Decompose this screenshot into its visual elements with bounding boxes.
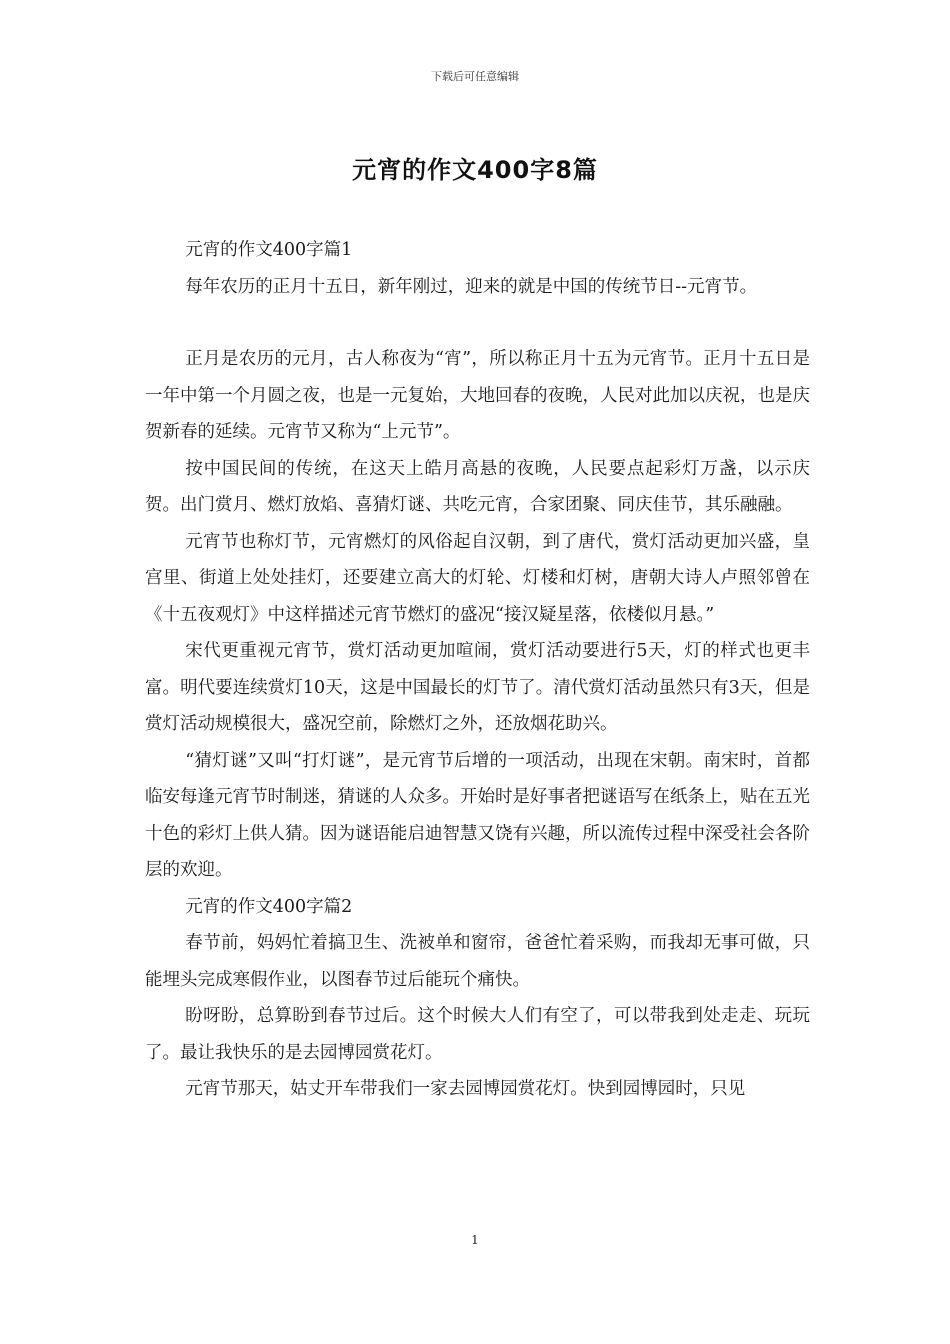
paragraph: “猜灯谜”又叫“打灯谜”，是元宵节后增的一项活动，出现在宋朝。南宋时，首都临安每逢元宵节时制迷，猜谜的人众多。开始时是好事者把谜语写在纸条上，贴在五光十色的彩灯上供人猜。因为谜语能启迪智慧又饶有兴趣，所以流传过程中深受社会各阶层的欢迎。 xyxy=(145,750,810,880)
paragraph: 元宵节那天，姑丈开车带我们一家去园博园赏花灯。快到园博园时，只见 xyxy=(185,1079,746,1099)
paragraph: 春节前，妈妈忙着搞卫生、洗被单和窗帘，爸爸忙着采购，而我却无事可做，只能埋头完成寒假作业，以图春节过后能玩个痛快。 xyxy=(145,933,810,990)
page-number: 1 xyxy=(471,1233,479,1247)
paragraph: 正月是农历的元月，古人称夜为“宵”，所以称正月十五为元宵节。正月十五日是一年中第一个月圆之夜，也是一元复始，大地回春的夜晚，人民对此加以庆祝，也是庆贺新春的延续。元宵节又称为“上元节”。 xyxy=(145,349,810,442)
section-heading-2: 元宵的作文400字篇2 xyxy=(185,896,353,917)
paragraph: 按中国民间的传统，在这天上皓月高悬的夜晚，人民要点起彩灯万盏，以示庆贺。出门赏月、燃灯放焰、喜猜灯谜、共吃元宵，合家团聚、同庆佳节，其乐融融。 xyxy=(145,458,810,515)
header-note: 下载后可任意编辑 xyxy=(431,70,519,83)
paragraph: 元宵节也称灯节，元宵燃灯的风俗起自汉朝，到了唐代，赏灯活动更加兴盛，皇宫里、街道上处处挂灯，还要建立高大的灯轮、灯楼和灯树，唐朝大诗人卢照邻曾在《十五夜观灯》中这样描述元宵节燃灯的盛况“接汉疑星落，依楼似月悬。” xyxy=(145,531,810,625)
paragraph: 宋代更重视元宵节，赏灯活动更加喧闹，赏灯活动要进行5天，灯的样式也更丰富。明代要连续赏灯10天，这是中国最长的灯节了。清代赏灯活动虽然只有3天，但是赏灯活动规模很大，盛况空前，除燃灯之外，还放烟花助兴。 xyxy=(145,641,810,734)
document-body xyxy=(145,232,810,1108)
document-title: 元宵的作文400字8篇 xyxy=(352,156,598,184)
paragraph: 每年农历的正月十五日，新年刚过，迎来的就是中国的传统节日--元宵节。 xyxy=(185,276,758,297)
section-heading-1: 元宵的作文400字篇1 xyxy=(185,240,353,260)
paragraph: 盼呀盼，总算盼到春节过后。这个时候大人们有空了，可以带我到处走走、玩玩了。最让我快乐的是去园博园赏花灯。 xyxy=(145,1006,810,1063)
